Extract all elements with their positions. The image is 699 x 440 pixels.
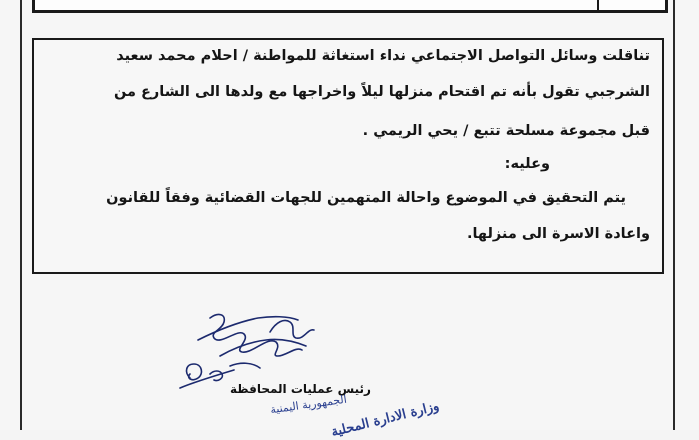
page-border-left (20, 0, 22, 430)
signature-title: رئيس عمليات المحافظة (230, 382, 371, 396)
top-table-box (32, 0, 668, 13)
body-line-1: تناقلت وسائل التواصل الاجتماعي نداء استغاثة للمواطنة / احلام محمد سعيد (116, 48, 650, 64)
body-line-2: الشرجبي تقول بأنه تم اقتحام منزلها ليلاً واخراجها مع ولدها الى الشارع من (113, 84, 650, 100)
body-line-3: قبل مجموعة مسلحة تتبع / يحي الريمي . (362, 123, 650, 139)
memo-body-frame (32, 38, 664, 274)
stamp-text-2: وزارة الادارة المحلية (329, 398, 441, 440)
stamp-text-1: الجمهورية اليمنية (269, 392, 348, 417)
body-line-4: وعليه: (504, 156, 550, 172)
page-border-right (673, 0, 675, 430)
top-table-divider (597, 0, 599, 10)
body-line-6: واعادة الاسرة الى منزلها. (466, 226, 650, 242)
body-line-5: يتم التحقيق في الموضوع واحالة المتهمين للجهات القضائية وفقاً للقانون (106, 190, 626, 206)
